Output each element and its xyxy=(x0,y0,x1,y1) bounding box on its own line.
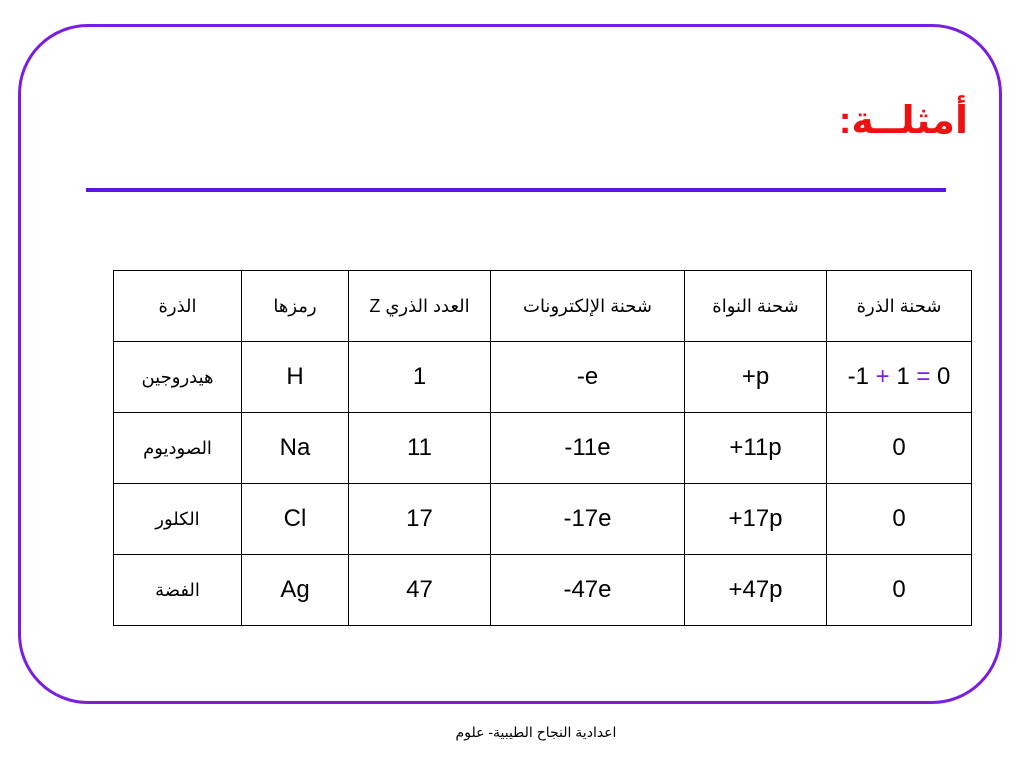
cell-atomic-number: 17 xyxy=(349,484,491,555)
cell-nucleus-charge: +47p xyxy=(685,555,827,626)
cell-atomic-number: 1 xyxy=(349,342,491,413)
cell-nucleus-charge: +p xyxy=(685,342,827,413)
charge-result: 0 xyxy=(937,363,951,390)
cell-atom-charge xyxy=(827,342,972,413)
cell-electron-charge: -47e xyxy=(491,555,685,626)
cell-symbol: Ag xyxy=(242,555,349,626)
cell-atom-charge: 0 xyxy=(827,484,972,555)
slide-footer: اعدادية النجاح الطيبية- علوم xyxy=(455,724,617,740)
atom-charges-table xyxy=(113,270,972,626)
table-row xyxy=(114,484,972,555)
cell-atomic-number: 11 xyxy=(349,413,491,484)
cell-electron-charge: -e xyxy=(491,342,685,413)
title-underline xyxy=(86,188,946,192)
cell-symbol: H xyxy=(242,342,349,413)
header-nucleus-charge: شحنة النواة xyxy=(685,271,827,342)
cell-nucleus-charge: +17p xyxy=(685,484,827,555)
charge-term-b: 1 xyxy=(896,363,910,390)
cell-atom-charge: 0 xyxy=(827,413,972,484)
cell-atom: الفضة xyxy=(114,555,242,626)
cell-electron-charge: -17e xyxy=(491,484,685,555)
cell-atom: الصوديوم xyxy=(114,413,242,484)
header-atom-charge: شحنة الذرة xyxy=(827,271,972,342)
cell-symbol: Na xyxy=(242,413,349,484)
cell-nucleus-charge: +11p xyxy=(685,413,827,484)
header-atom: الذرة xyxy=(114,271,242,342)
table-row xyxy=(114,555,972,626)
cell-atomic-number: 47 xyxy=(349,555,491,626)
cell-atom: هيدروجين xyxy=(114,342,242,413)
cell-atom-charge: 0 xyxy=(827,555,972,626)
header-electron-charge: شحنة الإلكترونات xyxy=(491,271,685,342)
header-symbol: رمزها xyxy=(242,271,349,342)
cell-symbol: Cl xyxy=(242,484,349,555)
cell-electron-charge: -11e xyxy=(491,413,685,484)
slide-title: أمثلــة: xyxy=(838,100,968,142)
charge-term-a: -1 xyxy=(847,363,869,390)
header-atomic-number: العدد الذري Z xyxy=(349,271,491,342)
plus-operator: + xyxy=(875,363,890,390)
table-header-row xyxy=(114,271,972,342)
equals-operator: = xyxy=(916,363,931,390)
table-row xyxy=(114,413,972,484)
cell-atom: الكلور xyxy=(114,484,242,555)
table-row xyxy=(114,342,972,413)
